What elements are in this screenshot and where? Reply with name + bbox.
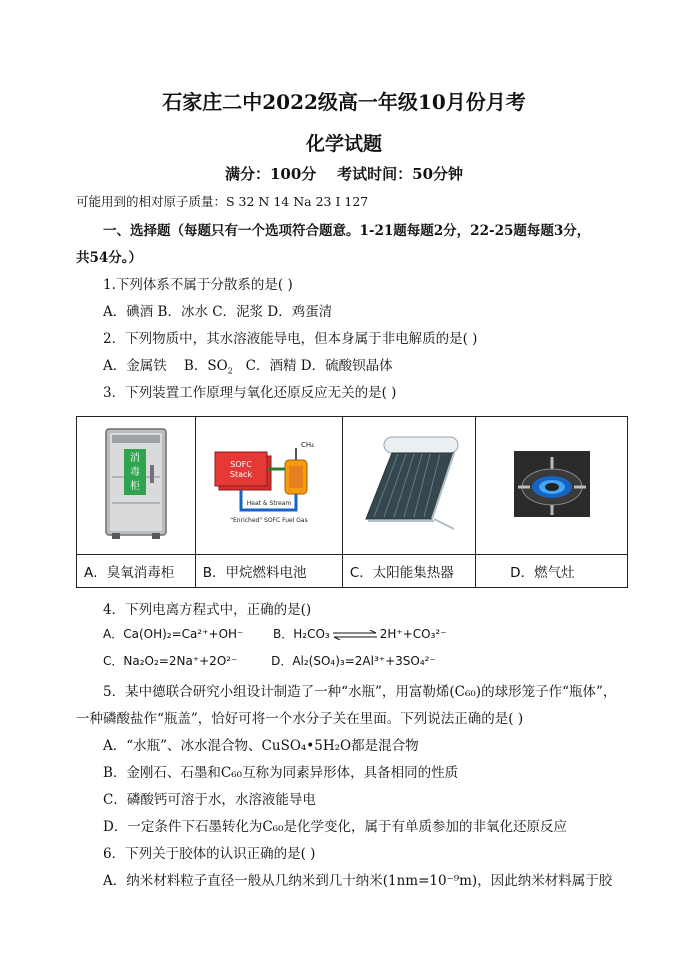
- q2-option-cd: C．酒精 D．硫酸钡晶体: [245, 358, 393, 374]
- q2-options: [103, 354, 393, 374]
- q2-option-a: A．金属铁: [103, 358, 167, 374]
- q3-caption-a: A．臭氧消毒柜: [77, 555, 196, 588]
- q5-option-d: D．一定条件下石墨转化为C₆₀是化学变化，属于有单质参加的非氧化还原反应: [103, 819, 567, 835]
- q3-stem: 3．下列装置工作原理与氧化还原反应无关的是( ): [103, 385, 397, 401]
- q4-options-cd: [103, 652, 436, 669]
- svg-text:Stack: Stack: [229, 469, 252, 479]
- q5-option-a: A．“水瓶”、冰水混合物、CuSO₄•5H₂O都是混合物: [103, 738, 419, 754]
- q4-option-c: C．Na₂O₂=2Na⁺+2O²⁻: [103, 654, 238, 668]
- q2-option-b: B．$SO_2$: [183, 358, 233, 376]
- q6-stem: 6．下列关于胶体的认识正确的是( ): [103, 846, 316, 862]
- svg-text:柜: 柜: [129, 480, 140, 492]
- q3-caption-b: B．甲烷燃料电池: [195, 555, 342, 588]
- q3-image-b: [195, 417, 342, 555]
- exam-subtitle: 化学试题: [305, 133, 382, 155]
- svg-text:消: 消: [129, 452, 140, 464]
- svg-text:CH₄: CH₄: [300, 440, 314, 449]
- q3-caption-c: C．太阳能集热器: [342, 555, 475, 588]
- q3-caption-d: D．燃气灶: [476, 555, 628, 588]
- svg-text:Heat & Stream: Heat & Stream: [246, 499, 291, 507]
- q4-option-b-left: B．H₂CO₃: [273, 627, 330, 641]
- q4-options-ab: [103, 625, 447, 642]
- equilibrium-arrow-icon: [332, 630, 378, 640]
- q5-option-c: C．磷酸钙可溶于水，水溶液能导电: [103, 792, 316, 808]
- q2-stem: 2．下列物质中，其水溶液能导电，但本身属于非电解质的是( ): [103, 331, 478, 347]
- q4-option-b-right: 2H⁺+CO₃²⁻: [379, 627, 447, 641]
- svg-text:毒: 毒: [129, 466, 140, 478]
- section-heading-line1: 一、选择题（每题只有一个选项符合题意。1-21题每题2分，22-25题每题3分，: [103, 223, 591, 239]
- q4-option-a: A．Ca(OH)₂=Ca²⁺+OH⁻: [103, 627, 244, 641]
- q5-stem-line2: 一种磷酸盐作“瓶盖”，恰好可将一个水分子关在里面。下列说法正确的是( ): [76, 711, 524, 727]
- q1-stem: 1.下列体系不属于分散系的是( ): [103, 277, 293, 293]
- q3-image-d: [476, 417, 628, 555]
- q6-option-a: A．纳米材料粒子直径一般从几纳米到几十纳米(1nm=10⁻⁹m)，因此纳米材料属于胶: [103, 873, 613, 889]
- gas-stove-icon: [512, 449, 592, 519]
- atomic-masses-line: 可能用到的相对原子质量：S 32 N 14 Na 23 I 127: [76, 194, 369, 209]
- q5-stem-line1: 5．某中德联合研究小组设计制造了一种“水瓶”，用富勒烯(C₆₀)的球形笼子作“瓶体”，: [103, 684, 617, 700]
- q3-image-c: [342, 417, 475, 555]
- q4-option-d: D．Al₂(SO₄)₃=2Al³⁺+3SO₄²⁻: [271, 654, 436, 668]
- q4-stem: 4．下列电离方程式中，正确的是(): [103, 602, 312, 618]
- q3-image-table: [76, 416, 628, 588]
- q5-option-b: B．金刚石、石墨和C₆₀互称为同素异形体，具备相同的性质: [103, 765, 459, 781]
- exam-title: 石家庄二中2022级高一年级10月份月考: [162, 90, 526, 114]
- section-heading-line2: 共54分。）: [76, 250, 143, 266]
- solar-collector-icon: [354, 429, 464, 539]
- score-time-line: 满分：100分 考试时间：50分钟: [224, 165, 464, 183]
- q3-image-a: [77, 417, 196, 555]
- svg-text:SOFC: SOFC: [230, 459, 252, 469]
- ozone-cabinet-icon: [98, 425, 174, 543]
- svg-text:"Enriched" SOFC Fuel Gas: "Enriched" SOFC Fuel Gas: [230, 516, 308, 524]
- fuel-cell-diagram-icon: [209, 438, 329, 530]
- q1-options: A．碘酒 B．冰水 C．泥浆 D．鸡蛋清: [103, 304, 333, 320]
